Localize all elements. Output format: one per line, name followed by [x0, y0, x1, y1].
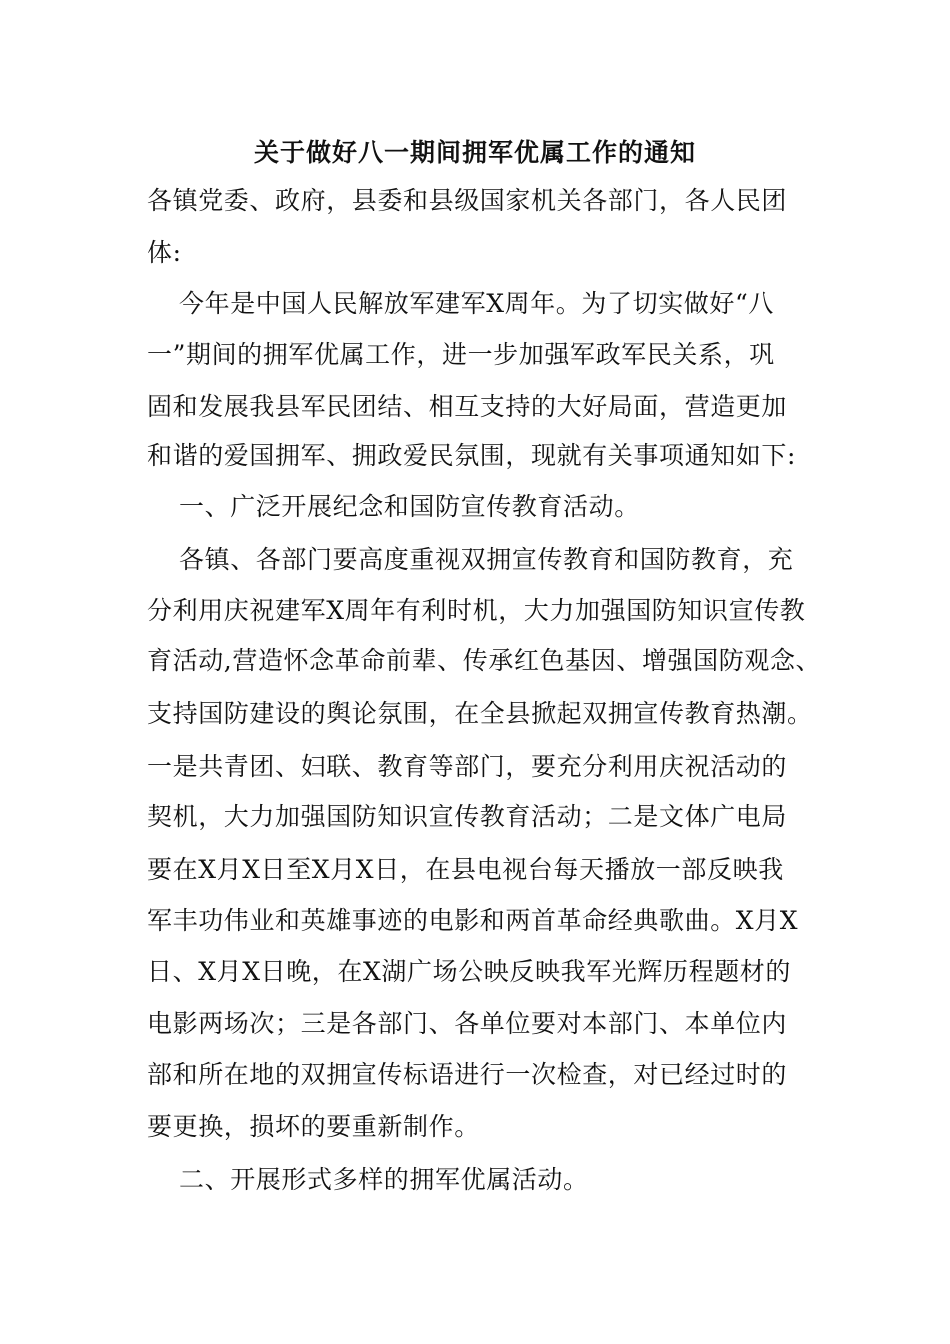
salutation-line-1: 各镇党委、政府，县委和县级国家机关各部门，各人民团 — [147, 186, 788, 215]
section-heading-1: 一、广泛开展纪念和国防宣传教育活动。 — [179, 492, 640, 521]
salutation-line-2: 体: — [147, 238, 182, 267]
paragraph-intro-line-2: 一”期间的拥军优属工作，进一步加强军政军民关系，巩 — [147, 340, 775, 369]
paragraph-1-line-5: 一是共青团、妇联、教育等部门，要充分利用庆祝活动的 — [147, 752, 788, 781]
paragraph-1-line-1: 各镇、各部门要高度重视双拥宣传教育和国防教育，充 — [179, 545, 794, 574]
paragraph-1-line-11: 部和所在地的双拥宣传标语进行一次检查，对已经过时的 — [147, 1060, 788, 1089]
paragraph-1-line-6: 契机，大力加强国防知识宣传教育活动；二是文体广电局 — [147, 802, 788, 831]
paragraph-1-line-4: 支持国防建设的舆论氛围，在全县掀起双拥宣传教育热潮。 — [147, 699, 813, 728]
section-heading-2: 二、开展形式多样的拥军优属活动。 — [179, 1165, 589, 1194]
paragraph-1-line-2: 分利用庆祝建军X周年有利时机，大力加强国防知识宣传教 — [147, 596, 806, 625]
document-title: 关于做好八一期间拥军优属工作的通知 — [253, 138, 696, 167]
paragraph-1-line-10: 电影两场次；三是各部门、各单位要对本部门、本单位内 — [147, 1009, 788, 1038]
paragraph-intro-line-3: 固和发展我县军民团结、相互支持的大好局面，营造更加 — [147, 392, 788, 421]
paragraph-1-line-8: 军丰功伟业和英雄事迹的电影和两首革命经典歌曲。X月X — [147, 906, 799, 935]
paragraph-1-line-3: 育活动,营造怀念革命前辈、传承红色基因、增强国防观念、 — [147, 646, 822, 675]
paragraph-1-line-12: 要更换，损坏的要重新制作。 — [147, 1112, 480, 1141]
paragraph-intro-line-4: 和谐的爱国拥军、拥政爱民氛围，现就有关事项通知如下: — [147, 441, 797, 470]
paragraph-1-line-9: 日、X月X日晚，在X湖广场公映反映我军光辉历程题材的 — [147, 957, 791, 986]
paragraph-intro-line-1: 今年是中国人民解放军建军X周年。为了切实做好“八 — [179, 289, 774, 318]
paragraph-1-line-7: 要在X月X日至X月X日，在县电视台每天播放一部反映我 — [147, 855, 784, 884]
